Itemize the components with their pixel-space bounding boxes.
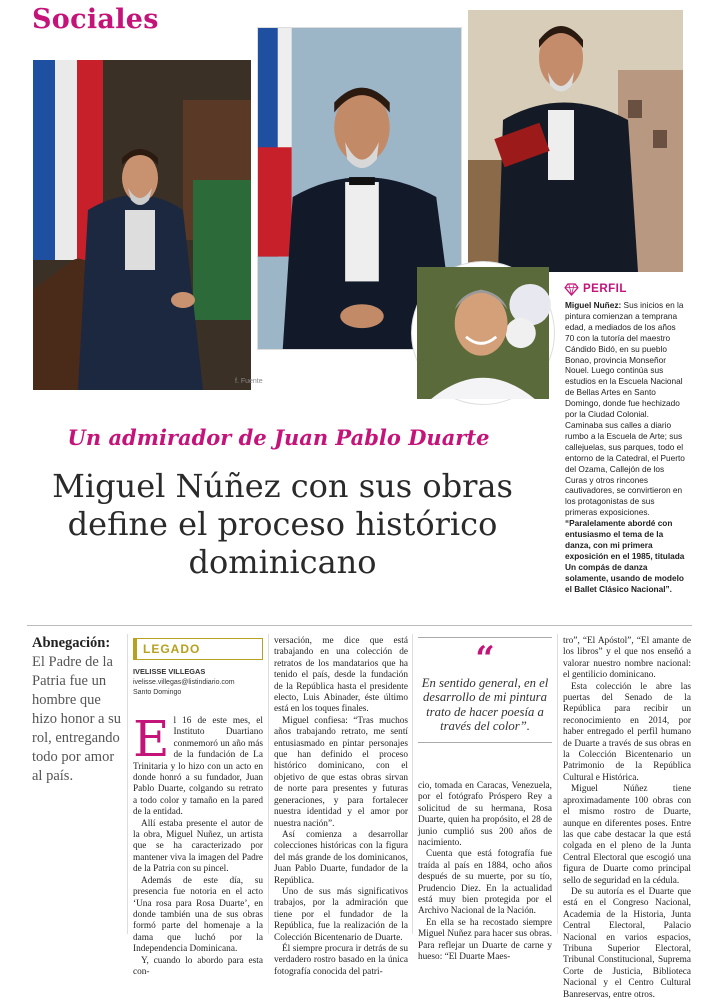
section-divider (27, 625, 692, 626)
body-paragraph: Además de este día, su presencia fue notoria en el acto ‘Una rosa para Rosa Duarte’, en donde también una de sus obras formó parte del homenaje a la dama que luchó por la Independencia Dominicana. (133, 875, 263, 955)
article-kicker: Un admirador de Juan Pablo Duarte (67, 425, 490, 450)
column-rule (557, 634, 558, 934)
byline-email[interactable]: ivelisse.villegas@listindiario.com (133, 679, 235, 686)
body-paragraph: Miguel Núñez tiene aproximadamente 100 obras con el mismo rostro de Duarte, aunque en diferentes poses. Entre las que cabe destacar la que está colgada en el pleno de la Junta Central Electoral que escogió una figura de Duarte como principal sello de seguridad en la cédula. (563, 784, 691, 886)
perfil-header (565, 283, 687, 295)
sidebar-abnegacion (32, 634, 122, 786)
painting-seated-duarte (33, 60, 251, 390)
perfil-lead-name: Miguel Nuñez: (565, 300, 622, 310)
body-paragraph: versación, me dice que está trabajando en una colección de retratos de los mandatarios que ha tenido el país, desde la fundación de la República hasta el presidente electo, Luis Abinader, éste último está en los toques finales. (274, 636, 408, 715)
column-rule (268, 634, 269, 934)
perfil-box (565, 283, 687, 594)
section-title: Sociales (32, 4, 159, 35)
photo-caption: f. Fuente (235, 378, 263, 385)
body-paragraph: Miguel confiesa: “Tras muchos años trabajando retrato, me sentí entusiasmado en pintar personajes que han definido el proceso histórico dominicano, con el objetivo de que estas obras sirvan de norte para presentes y futuras generaciones, y para fortalecer nuestra identidad y el amor por nuestra nación”. (274, 715, 408, 829)
body-paragraph: Él siempre procura ir detrás de su verdadero rostro basado en la única fotografía conocida del patri- (274, 943, 408, 977)
byline (133, 667, 268, 698)
column-rule (412, 634, 413, 934)
artist-portrait-photo (412, 262, 554, 404)
perfil-title: PERFIL (583, 283, 627, 295)
body-paragraph: Esta colección le abre las puertas del Senado de la República para recibir un reconocimiento en 2014, por haber entregado el perfil humano de Duarte a través de sus obras en la Colección Bicentenario un Patrimonio de la República Cultural e Histórica. (563, 681, 691, 783)
body-column-4 (563, 636, 691, 1001)
byline-author: IVELISSE VILLEGAS (133, 667, 206, 676)
body-paragraph-text: l 16 de este mes, el Instituto Duartiano conmemoró un año más de la fundación de La Trinitaria y lo hizo con un acto en donde honró a su fundador, Juan Pablo Duarte, colgando su retrato a todo color y tamaño en la pared de la entidad. (133, 716, 263, 818)
diamond-icon (565, 284, 578, 295)
perfil-paragraph-1 (565, 300, 687, 420)
body-paragraph: cio, tomada en Caracas, Venezuela, por el fotógrafo Próspero Rey a solicitud de su hermana, Rosa Duarte, quien ha propósito, el 28 de junio cumplió sus 200 años de nacimiento. (418, 781, 552, 849)
painting-duarte-with-book (468, 10, 683, 272)
sidebar-label: Abnegación: (32, 635, 111, 651)
sidebar-text: El Padre de la Patria fue un hombre que hizo honor a su rol, entregando todo por amor al país. (32, 654, 121, 784)
body-paragraph: Allí estaba presente el autor de la obra, Miguel Nuñez, un artista que se ha caracterizado por mantener viva la imagen del Padre de la Patria con su pincel. (133, 818, 263, 875)
body-paragraph: tro”, “El Apóstol”, “El amante de los libros” y el que nos enseñó a valorar nuestro nombre nacional: el gentilicio dominicano. (563, 636, 691, 681)
perfil-paragraph-3: “Paralelamente abordé con entusiasmo el tema de la danza, con mi primera exposición en el 1985, titulada Un compás de danza solamente, usando de modelo el Ballet Clásico Nacional”. (565, 518, 685, 594)
body-column-1 (133, 710, 263, 978)
body-paragraph: Uno de sus más significativos trabajos, por la admiración que tiene por el fundador de la República, fue la realización de la Colección Bicentenario de Duarte. (274, 886, 408, 943)
pull-quote (418, 637, 552, 743)
body-column-3 (418, 781, 552, 964)
byline-location: Santo Domingo (133, 689, 182, 696)
quote-mark-icon: “ (475, 639, 495, 679)
body-paragraph: Así comienza a desarrollar colecciones históricas con la figura del más grande de los dominicanos, Juan Pablo Duarte, fundador de la República. (274, 829, 408, 886)
column-rule (127, 634, 128, 934)
body-paragraph: De su autoría es el Duarte que está en el Congreso Nacional, Academia de la Historia, Junta Central Electoral, Palacio Nacional en varios espacios, Tribuna Superior Electoral, Tribunal Constitucional, Suprema Corte de Justicia, Biblioteca Nacional y el Centro Cultural Banreservas, entre otros. (563, 886, 691, 1000)
body-paragraph: En ella se ha recostado siempre Miguel Nuñez para hacer sus obras. Para reflejar un Duarte de carne y hueso: “El Duarte Maes- (418, 917, 552, 963)
pull-quote-text: En sentido general, en el desarrollo de mi pintura trato de hacer poesía a través del color”. (421, 676, 549, 734)
article-headline: Miguel Núñez con sus obras define el proceso histórico dominicano (52, 467, 513, 581)
perfil-paragraph-1-text: Miguel Nuñez: Sus inicios en la pintura comienzan a temprana edad, a mediados de los años 70 con la tutoría del maestro Cándido Bidó, en su pueblo Bonao, provincia Monseñor Nouel. Luego continúa sus estudios en la Escuela Nacional de Bellas Artes en Santo Domingo, donde fue hechizado por la Ciudad Colonial. (565, 300, 684, 420)
body-column-2 (274, 636, 408, 978)
drop-cap: E (133, 710, 170, 768)
body-paragraph: Y, cuando lo abordo para esta con- (133, 955, 263, 977)
body-paragraph: Cuenta que está fotografía fue traída al país en 1884, ocho años después de su muerte, por su tío, Prudencio Diez. En la actualidad está muy bien protegida por el Archivo Nacional de la Nación. (418, 849, 552, 917)
section-label-legado: LEGADO (133, 638, 263, 660)
perfil-paragraph-2: Caminaba sus calles a diario rumbo a la Escuela de Arte; sus callejuelas, sus parques, todo el entorno de la Catedral, el Puerto del Ozama, Callejón de los Curas y otros rincones cautivadores, se convirtieron en los protagonistas de sus primeras exposiciones. (565, 419, 685, 518)
body-paragraph (133, 710, 263, 819)
